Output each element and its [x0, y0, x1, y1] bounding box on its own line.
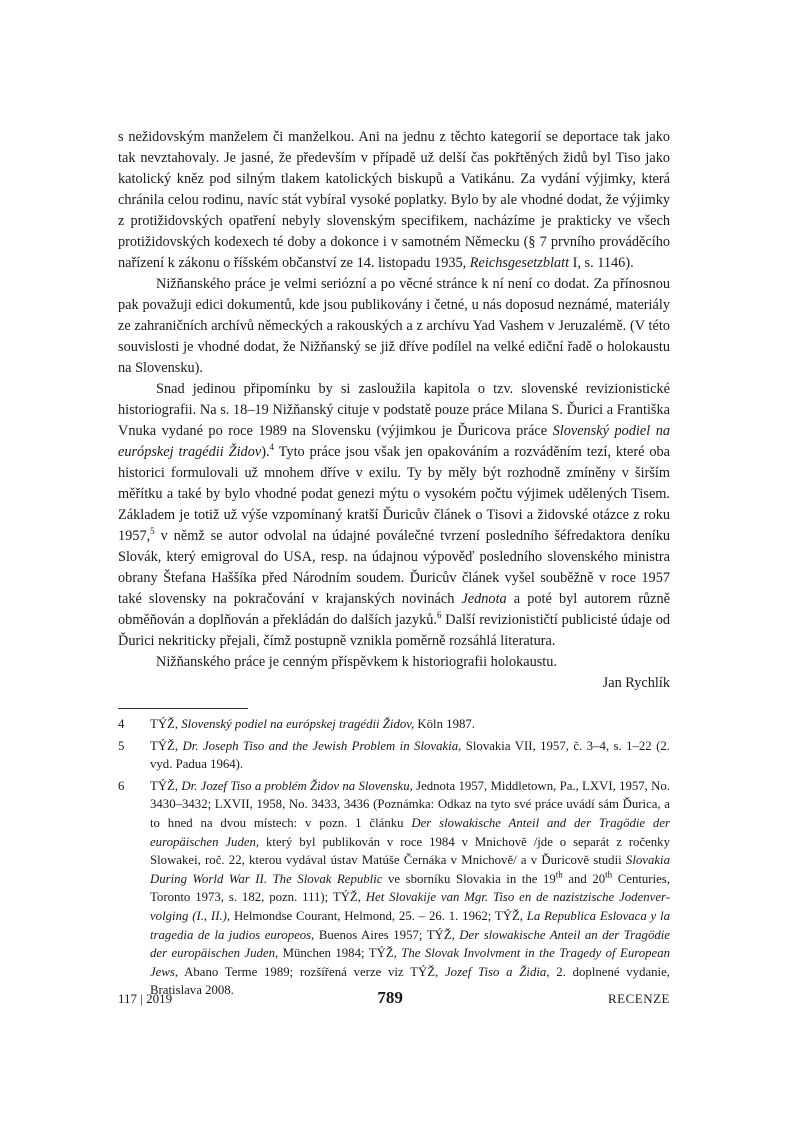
text-run: a poté byl autorem různě obměňován a doplňován a překládán do dalších jazyků.: [118, 591, 670, 628]
paragraph-2: [118, 274, 670, 379]
text-run: který byl publikován v roce 1984 v Mnichově /jde o separát z ročenky Slowakei, roč. 22, kterou vydával ústav Matúše Černáka v Mnichově/ a v Ďuricově studii: [150, 834, 670, 868]
italic-title: The Slovak Involvment in the Tragedy of European Jews: [150, 946, 670, 979]
footnote-6: [118, 777, 670, 1000]
text-run: Další revizionističtí publicisté údaje od Ďurici nekriticky přejali, čímž postupně vznikla poměrně rozsáhlá literatura.: [118, 612, 670, 649]
italic-title: Jednota: [461, 591, 507, 607]
italic-title: Der slowakische Anteil and der Tragödie der europäischen Juden,: [150, 815, 670, 849]
footnote-4: [118, 715, 670, 734]
footnote-text: [150, 777, 670, 1000]
italic-title: Slovakia During World War II. The Slovak Republic: [150, 853, 670, 886]
footnote-5: [118, 737, 670, 774]
text-run: , Abano Terme 1989; rozšířená verze viz TÝŽ,: [174, 964, 445, 979]
ordinal-suffix: th: [555, 869, 563, 880]
footnote-ref-6[interactable]: 6: [437, 610, 442, 621]
ordinal-suffix: th: [605, 869, 613, 880]
footnote-number: 4: [118, 717, 125, 731]
text-run: ).: [261, 444, 270, 460]
text-run: Nižňanského práce je velmi seriózní a po věcné stránce k ní není co dodat. Za přínosnou pak považuji edici dokumentů, kde jsou publikovány i četné, u nás doposud neznámé, materiály ze zahraničních archívů německých a rakouských a z archívu Yad Vashem v Jeruzalémě. (V této souvislosti je vhodné dodat, že Nižňanský se již dříve podílel na velké ediční řadě o holokaustu na Slovensku).: [118, 276, 670, 376]
italic-title: Der slowakische Anteil an der Tragödie der europäischen Juden: [150, 927, 670, 961]
page-footer: [118, 988, 670, 1008]
text-run: Nižňanského práce je cenným příspěvkem k historiografii holokaustu.: [156, 654, 557, 670]
section-label: RECENZE: [608, 991, 670, 1006]
text-run: TÝŽ,: [150, 738, 183, 753]
paragraph-3: [118, 379, 670, 652]
paragraph-4: [118, 652, 670, 673]
footnotes: [118, 715, 670, 1000]
italic-title: Jozef Tiso a Židia: [445, 964, 547, 979]
italic-title: Het Slovakije van Mgr. Tiso en de nazistzische Jodenver-volging (I., II.),: [150, 890, 670, 923]
text-run: v němž se autor odvolal na údajné poválečné tvrzení posledního šéfredaktora deníku Slovák, který emigroval do USA, resp. na údajnou výpověď posledního slovenského ministra obrany Štefana Haššíka před Národním soudem. Ďuricův článek vyšel souběžně v roce 1957 také slovensky na pokračování v krajanských novinách: [118, 528, 670, 607]
page-number: 789: [377, 988, 403, 1007]
author-signature: Jan Rychlík: [602, 675, 670, 691]
text-run: , München 1984; TÝŽ,: [274, 946, 402, 961]
italic-title: Dr. Joseph Tiso and the Jewish Problem in Slovakia,: [182, 738, 462, 753]
footnote-number: 6: [118, 778, 125, 793]
italic-title: Slovenský podiel na európskej tragédii Židov,: [181, 717, 415, 731]
text-run: I, s. 1146).: [569, 255, 634, 271]
text-run: Helmondse Courant, Helmond, 25. – 26. 1. 1962; TÝŽ,: [230, 908, 527, 923]
text-run: TÝŽ,: [150, 717, 182, 731]
footnote-ref-5[interactable]: 5: [150, 526, 155, 537]
issue-label: 117 | 2019: [118, 991, 173, 1006]
italic-title: Dr. Jozef Tiso a problém Židov na Slovensku: [181, 778, 410, 793]
italic-title: Reichsgesetzblatt: [469, 255, 570, 271]
page-content: [118, 127, 670, 1003]
footnote-text: [150, 715, 670, 734]
footnote-divider: [118, 708, 248, 709]
text-run: , Jednota 1957, Middletown, Pa., LXVI, 1957, No. 3430–3432; LXVII, 1958, No. 3433, 3436 (Poznámka: Odkaz na tyto své práce uvádí sám Ďurica, a to hned na dvou místech: v pozn. 1 článku: [150, 778, 670, 830]
footnote-number: 5: [118, 738, 125, 753]
text-run: Köln 1987.: [414, 717, 475, 731]
text-run: ve sborníku Slovakia in the 19: [382, 871, 556, 886]
text-run: TÝŽ,: [150, 778, 182, 793]
text-run: Buenos Aires 1957; TÝŽ,: [314, 927, 460, 942]
text-run: Centuries, Toronto 1973, s. 182, pozn. 111); TÝŽ,: [150, 871, 670, 905]
article-body: [118, 127, 670, 673]
paragraph-1: [118, 127, 670, 274]
italic-title: Slovenský podiel na európskej tragédii Židov: [118, 423, 670, 460]
text-run: Snad jedinou připomínku by si zasloužila kapitola o tzv. slovenské revizionistické historiografii. Na s. 18–19 Nižňanský cituje v podstatě pouze práce Milana S. Ďurici a Františka Vnuka vydané po roce 1989 na Slovensku (výjimkou je Ďuricova práce: [118, 381, 670, 439]
text-run: and 20: [562, 871, 606, 886]
text-run: , 2. doplnené vydanie, Bratislava 2008.: [150, 964, 670, 998]
footnote-text: [150, 737, 670, 774]
text-run: Tyto práce jsou však jen opakováním a rozváděním tezí, které oba historici formulovali už mnohem dříve v exilu. Ty by měly být rozhodně zmíněny v širším měřítku a také by bylo vhodné podat genezi mýtu o vysokém počtu výjimek udělených Tisem. Základem je totiž už výše vzpomínaný kratší Ďuricův článek o Tisovi a židovské otázce z roku 1957,: [118, 444, 670, 544]
text-run: s nežidovským manželem či manželkou. Ani na jednu z těchto kategorií se deportace tak jako tak nevztahovaly. Je jasné, že především v případě už delší čas pokřtěných židů byl Tiso jako katolický kněz pod silným tlakem katolických biskupů a Vatikánu. Za vydání výjimky, která chránila celou rodinu, navíc stát vybíral vysoké poplatky. Bylo by ale vhodné dodat, že výjimky z protižidovských opatření nebyly slovenským specifikem, nacházíme je prakticky ve všech protižidovských kodexech té doby a dokonce i v samotném Německu (§ 7 prvního prováděcího nařízení k zákonu o říšském občanství ze 14. listopadu 1935,: [118, 129, 670, 271]
italic-title: La Republica Eslovaca y la tragedia de la judios europeos,: [150, 908, 670, 942]
footnote-ref-4[interactable]: 4: [269, 442, 275, 453]
text-run: Slovakia VII, 1957, č. 3–4, s. 1–22 (2. vyd. Padua 1964).: [150, 738, 670, 772]
